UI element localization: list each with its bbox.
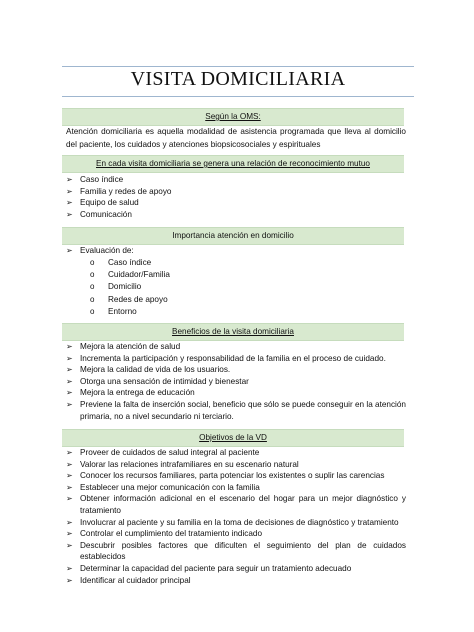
list-item: ➢ Mejora la atención de salud (66, 341, 406, 353)
section-heading-importancia-text: Importancia atención en domicilio (172, 231, 294, 240)
list-item: ➢ Comunicación (66, 209, 406, 221)
beneficios-list (66, 341, 406, 422)
section-heading-beneficios (62, 323, 404, 341)
list-item: ➢ Controlar el cumplimiento del tratamiento indicado (66, 528, 406, 540)
list-item: ➢ Caso índice (66, 174, 406, 186)
list-item: ➢ Identificar al cuidador principal (66, 575, 406, 587)
section-heading-objetivos-text: Objetivos de la VD (199, 433, 267, 442)
oms-paragraph: Atención domiciliaria es aquella modalidad de asistencia programada que lleva al domicilio del paciente, los cuidados y atenciones biopsicosociales y espirituales (66, 127, 406, 149)
list-item: ➢ Proveer de cuidados de salud integral al paciente (66, 447, 406, 459)
list-item: ➢ Incrementa la participación y responsabilidad de la familia en el proceso de cuidado. (66, 353, 406, 365)
list-item: ➢ Involucrar al paciente y su familia en la toma de decisiones de diagnóstico y tratamiento (66, 517, 406, 529)
list-item: ➢ Previene la falta de inserción social, beneficio que sólo se puede conseguir en la atención primaria, no a nivel secundario ni terciario. (66, 399, 406, 422)
section-heading-oms-text: Según la OMS: (205, 112, 261, 121)
importancia-sublist (90, 257, 170, 318)
section-heading-oms (62, 108, 404, 126)
list-item: ➢ Mejora la calidad de vida de los usuarios. (66, 364, 406, 376)
sub-list-item: o Caso índice (90, 257, 170, 269)
list-item: ➢ Equipo de salud (66, 197, 406, 209)
list-item: ➢ Evaluación de: (66, 245, 406, 257)
list-item: ➢ Descubrir posibles factores que dificulten el seguimiento del plan de cuidados establecidos (66, 540, 406, 563)
list-item: ➢ Conocer los recursos familiares, parta potenciar los existentes o suplir las carencias (66, 470, 406, 482)
objetivos-list (66, 447, 406, 586)
list-item: ➢ Determinar la capacidad del paciente para seguir un tratamiento adecuado (66, 563, 406, 575)
title-top-rule (62, 66, 414, 67)
section-heading-relacion-text: En cada visita domiciliaria se genera una relación de reconocimiento mutuo (96, 159, 370, 168)
section-heading-relacion (62, 155, 404, 173)
sub-list-item: o Domicilio (90, 281, 170, 293)
list-item: ➢ Obtener información adicional en el escenario del hogar para un mejor diagnóstico y tratamiento (66, 493, 406, 516)
section-heading-importancia (62, 227, 404, 245)
sub-list-item: o Redes de apoyo (90, 294, 170, 306)
document-title: VISITA DOMICILIARIA (130, 68, 346, 90)
sub-list-item: o Cuidador/Familia (90, 269, 170, 281)
section-heading-objetivos (62, 429, 404, 447)
relacion-list (66, 174, 406, 220)
sub-list-item: o Entorno (90, 306, 170, 318)
list-item: ➢ Establecer una mejor comunicación con la familia (66, 482, 406, 494)
list-item: ➢ Valorar las relaciones intrafamiliares en su escenario natural (66, 459, 406, 471)
list-item: ➢ Mejora la entrega de educación (66, 387, 406, 399)
section-heading-beneficios-text: Beneficios de la visita domiciliaria (172, 327, 294, 336)
importancia-list (66, 245, 406, 257)
list-item: ➢ Otorga una sensación de intimidad y bienestar (66, 376, 406, 388)
list-item: ➢ Familia y redes de apoyo (66, 186, 406, 198)
title-bottom-rule (62, 96, 414, 97)
